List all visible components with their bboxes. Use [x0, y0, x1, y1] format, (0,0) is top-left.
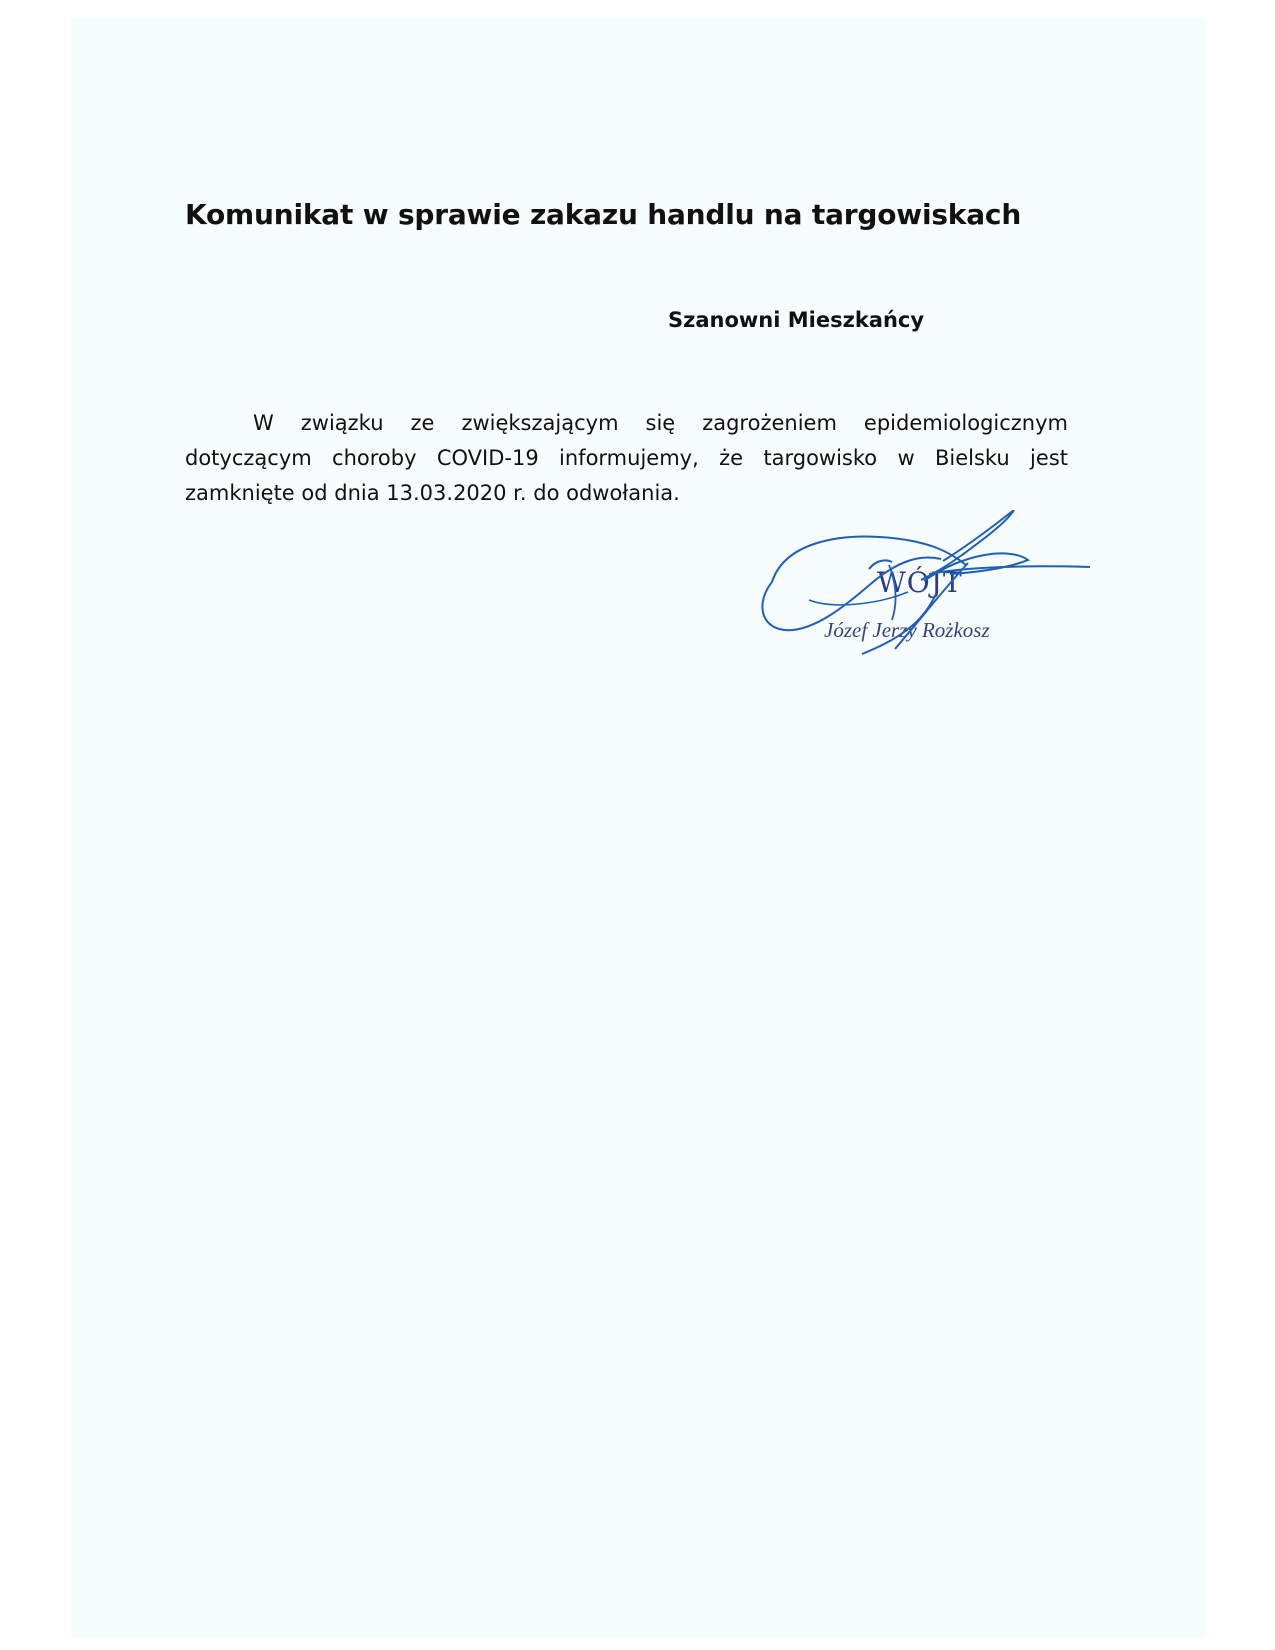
greeting: Szanowni Mieszkańcy: [668, 308, 925, 332]
official-stamp: [760, 510, 1160, 690]
stamp-title: WÓJT: [877, 566, 963, 599]
handwritten-signature: [760, 510, 1160, 690]
stamp-name: Józef Jerzy Rożkosz: [824, 618, 990, 642]
announcement-body: W związku ze zwiększającym się zagrożeniem epidemiologicznym dotyczącym choroby COVID-19 informujemy, że targowisko w Bielsku jest zamknięte od dnia 13.03.2020 r. do odwołania.: [185, 411, 1068, 505]
document-title: Komunikat w sprawie zakazu handlu na targowiskach: [185, 198, 1022, 231]
document-page: [70, 18, 1205, 1638]
